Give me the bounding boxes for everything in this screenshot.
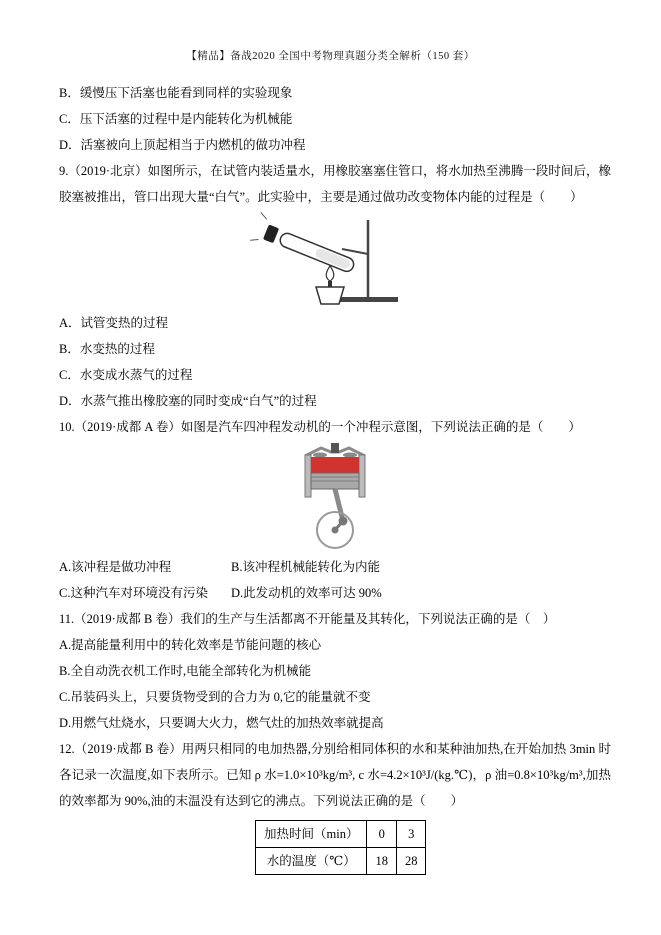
page-header-title: 【精品】备战2020 全国中考物理真题分类全解析（150 套） bbox=[186, 51, 475, 62]
table-cell: 0 bbox=[367, 821, 397, 848]
q8-option-b: B．缓慢压下活塞也能看到同样的实验现象 bbox=[59, 86, 293, 100]
alcohol-lamp bbox=[316, 287, 344, 304]
q10-options-row-2 bbox=[59, 580, 611, 606]
spark-plug bbox=[331, 443, 339, 453]
steam-line bbox=[250, 237, 258, 244]
q12-data-table bbox=[255, 820, 426, 875]
clamp-arm bbox=[342, 249, 368, 254]
rubber-stopper bbox=[263, 224, 279, 243]
q10-option-b: B.该冲程机械能转化为内能 bbox=[231, 560, 380, 574]
combustion-gas bbox=[311, 457, 359, 473]
table-row bbox=[256, 821, 426, 848]
cylinder-wall-right bbox=[359, 455, 365, 497]
cylinder-wall-left bbox=[305, 455, 311, 497]
q10-option-c: C.这种汽车对环境没有污染 bbox=[59, 586, 208, 600]
q9-figure bbox=[59, 212, 611, 308]
q10-option-d: D.此发动机的效率可达 90% bbox=[231, 586, 382, 600]
table-cell: 18 bbox=[367, 848, 397, 875]
q8-option-c: C．压下活塞的过程中是内能转化为机械能 bbox=[59, 112, 293, 126]
test-tube-group bbox=[250, 212, 359, 280]
q9-stem: 9.（2019·北京）如图所示，在试管内装适量水，用橡胶塞塞住管口，将水加热至沸腾一段时间后，橡胶塞被推出，管口出现大量“白气”。此实验中，主要是通过做功改变物体内能的过程是（ ） bbox=[59, 164, 611, 204]
q10-stem: 10.（2019·成都 A 卷）如图是汽车四冲程发动机的一个冲程示意图，下列说法正确的是（ ） bbox=[59, 420, 581, 434]
q11-option-a: A.提高能量利用中的转化效率是节能问题的核心 bbox=[59, 638, 322, 652]
engine-stroke-figure bbox=[287, 442, 383, 552]
q10-figure bbox=[59, 442, 611, 552]
table-cell-heating-time-label: 加热时间（min） bbox=[256, 821, 367, 848]
flame-icon bbox=[326, 266, 334, 281]
table-cell: 3 bbox=[396, 821, 426, 848]
q11-option-d: D.用燃气灶烧水，只要调大火力，燃气灶的加热效率就提高 bbox=[59, 716, 384, 730]
q8-option-d: D．活塞被向上顶起相当于内燃机的做功冲程 bbox=[59, 138, 306, 152]
q11-option-b: B.全自动洗衣机工作时,电能全部转化为机械能 bbox=[59, 664, 312, 678]
test-tube-heating-figure bbox=[250, 212, 420, 308]
stand-base bbox=[340, 297, 398, 302]
connecting-rod bbox=[335, 489, 343, 521]
q9-option-b: B．水变热的过程 bbox=[59, 342, 155, 356]
table-cell: 28 bbox=[396, 848, 426, 875]
q12-stem: 12.（2019·成都 B 卷）用两只相同的电加热器,分别给相同体积的水和某种油加热,在开始加热 3min 时各记录一次温度,如下表所示。已知 ρ 水=1.0×10³kg/m³, c 水=4.2×10³J/(kg.℃)，ρ 油=0.8×10³kg/m³,加热的效率都为 90%,油的末温没有达到它的沸点。下列说法正确的是（ ） bbox=[59, 742, 611, 808]
q11-option-c: C.吊装码头上，只要货物受到的合力为 0,它的能量就不变 bbox=[59, 690, 371, 704]
page-content bbox=[59, 80, 611, 875]
q10-option-a: A.该冲程是做功冲程 bbox=[59, 560, 172, 574]
table-row bbox=[256, 848, 426, 875]
exhaust-valve bbox=[343, 453, 357, 458]
intake-valve bbox=[313, 453, 327, 458]
table-cell-water-temp-label: 水的温度（℃） bbox=[256, 848, 367, 875]
lamp-wick bbox=[328, 281, 332, 287]
q10-options-row-1 bbox=[59, 554, 611, 580]
q9-option-c: C．水变成水蒸气的过程 bbox=[59, 368, 193, 382]
q11-stem: 11.（2019·成都 B 卷）我们的生产与生活都离不开能量及其转化，下列说法正确的是（ ） bbox=[59, 612, 556, 626]
q9-option-d: D．水蒸气推出橡胶塞的同时变成“白气”的过程 bbox=[59, 394, 317, 408]
q9-option-a: A．试管变热的过程 bbox=[59, 316, 169, 330]
steam-line bbox=[259, 212, 268, 219]
